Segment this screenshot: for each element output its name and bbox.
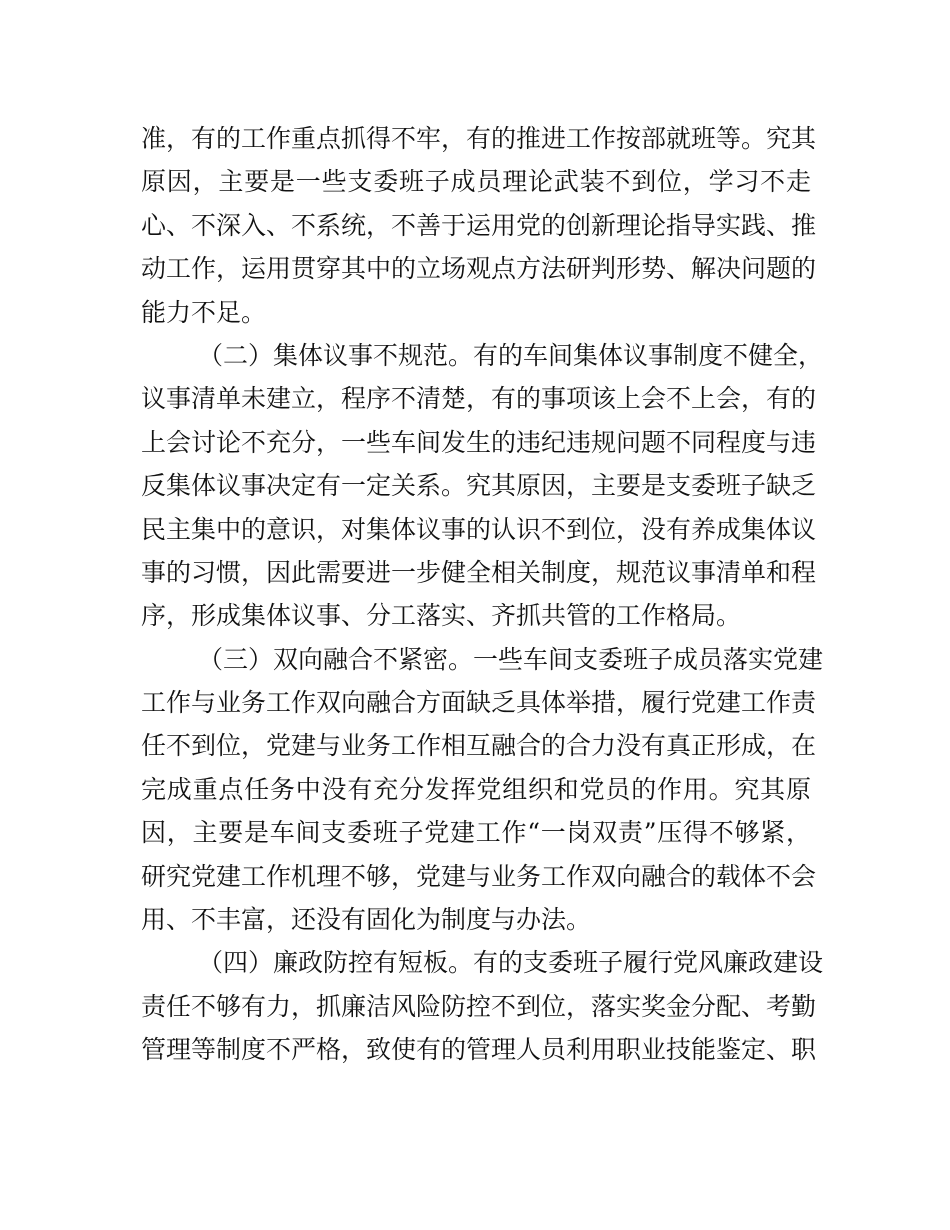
text-line: 动工作，运用贯穿其中的立场观点方法研判形势、解决问题的 <box>141 254 817 284</box>
section-heading-line: （二）集体议事不规范。有的车间集体议事制度不健全， <box>198 340 824 370</box>
section-heading-line: （三）双向融合不紧密。一些车间支委班子成员落实党建 <box>198 644 824 674</box>
paragraph-section-4 <box>141 941 824 1071</box>
text-line: 研究党建工作机理不够，党建与业务工作双向融合的载体不会 <box>141 861 817 891</box>
text-line: 民主集中的意识，对集体议事的认识不到位，没有养成集体议 <box>141 514 817 544</box>
text-line: 管理等制度不严格，致使有的管理人员利用职业技能鉴定、职 <box>141 1035 817 1065</box>
text-line: 能力不足。 <box>141 297 267 327</box>
text-line: 反集体议事决定有一定关系。究其原因，主要是支委班子缺乏 <box>141 471 817 501</box>
document-body <box>141 117 824 1072</box>
paragraph-continuation <box>141 117 817 334</box>
text-line: 责任不够有力，抓廉洁风险防控不到位，落实奖金分配、考勤 <box>141 991 817 1021</box>
text-line: 上会讨论不充分，一些车间发生的违纪违规问题不同程度与违 <box>141 427 817 457</box>
text-line: 工作与业务工作双向融合方面缺乏具体举措，履行党建工作责 <box>141 688 817 718</box>
text-line: 事的习惯，因此需要进一步健全相关制度，规范议事清单和程 <box>141 557 817 587</box>
text-line: 议事清单未建立，程序不清楚，有的事项该上会不上会，有的 <box>141 384 817 414</box>
paragraph-section-2 <box>141 334 824 638</box>
text-line: 完成重点任务中没有充分发挥党组织和党员的作用。究其原 <box>141 774 811 804</box>
text-line: 任不到位，党建与业务工作相互融合的合力没有真正形成，在 <box>141 731 817 761</box>
section-heading-line: （四）廉政防控有短板。有的支委班子履行党风廉政建设 <box>198 948 824 978</box>
text-line: 因，主要是车间支委班子党建工作“一岗双责”压得不够紧， <box>141 818 811 848</box>
text-line: 序，形成集体议事、分工落实、齐抓共管的工作格局。 <box>141 601 742 631</box>
text-line: 原因，主要是一些支委班子成员理论武装不到位，学习不走 <box>141 167 811 197</box>
text-line: 准，有的工作重点抓得不牢，有的推进工作按部就班等。究其 <box>141 124 817 153</box>
text-line: 心、不深入、不系统，不善于运用党的创新理论指导实践、推 <box>141 210 817 240</box>
text-line: 用、不丰富，还没有固化为制度与办法。 <box>141 905 592 935</box>
paragraph-section-3 <box>141 638 824 942</box>
